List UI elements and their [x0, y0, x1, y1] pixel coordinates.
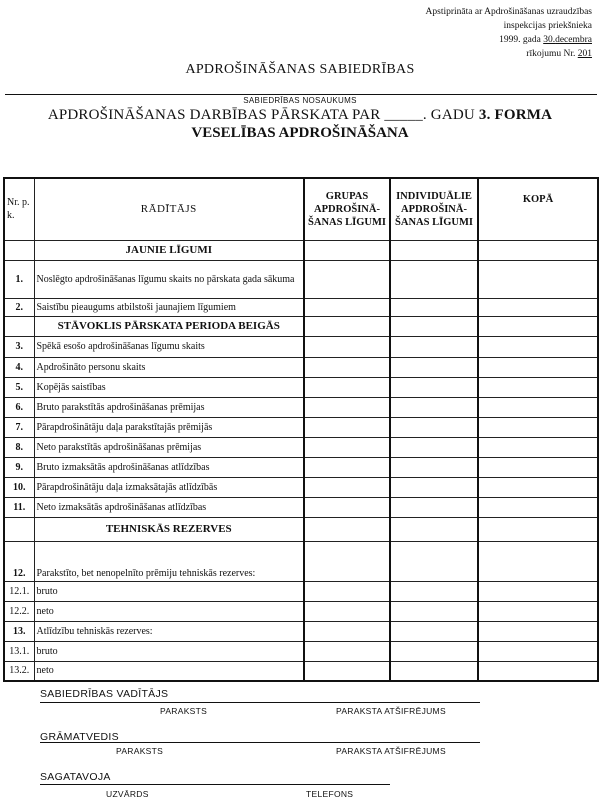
cell-total[interactable] [478, 336, 598, 357]
row-indicator: Saistību pieaugums atbilstoši jaunajiem līgumiem [34, 298, 304, 316]
row-number: 7. [4, 417, 34, 437]
table-row [4, 260, 598, 298]
cell-group[interactable] [304, 661, 390, 681]
cell-group[interactable] [304, 377, 390, 397]
prepared-surname-label: UZVĀRDS [106, 789, 149, 799]
row-number: 12. [4, 541, 34, 581]
approval-line-2: inspekcijas priekšnieka [503, 21, 592, 31]
cell-total[interactable] [478, 581, 598, 601]
table-row [4, 641, 598, 661]
accountant-decode-label: PARAKSTA ATŠIFRĒJUMS [336, 746, 446, 756]
cell-total[interactable] [478, 541, 598, 581]
cell-group[interactable] [304, 581, 390, 601]
table-row [4, 477, 598, 497]
accountant-signature-label: PARAKSTS [116, 746, 164, 756]
prepared-title: SAGATAVOJA [40, 771, 111, 783]
row-indicator: Atlīdzību tehniskās rezerves: [34, 621, 304, 641]
row-indicator: Spēkā esošo apdrošināšanas līgumu skaits [34, 336, 304, 357]
table-row [4, 497, 598, 517]
cell-group[interactable] [304, 641, 390, 661]
cell-individual[interactable] [390, 417, 478, 437]
row-indicator: Apdrošināto personu skaits [34, 357, 304, 377]
approval-month: decembra [555, 35, 592, 45]
cell-total[interactable] [478, 477, 598, 497]
cell-group[interactable] [304, 601, 390, 621]
cell-total[interactable] [478, 260, 598, 298]
row-number: 13.2. [4, 661, 34, 681]
company-name-label: SABIEDRĪBAS NOSAUKUMS [243, 96, 357, 105]
table-row [4, 541, 598, 581]
header-individual-contracts: INDIVIDUĀLIE APDROŠINĀ-ŠANAS LĪGUMI [390, 178, 478, 240]
row-indicator: Bruto izmaksātās apdrošināšanas atlīdzības [34, 457, 304, 477]
head-signature-line[interactable] [40, 702, 480, 703]
cell-individual[interactable] [390, 541, 478, 581]
header-group-contracts: GRUPAS APDROŠINĀ-ŠANAS LĪGUMI [304, 178, 390, 240]
cell-group[interactable] [304, 477, 390, 497]
cell-total[interactable] [478, 601, 598, 621]
approval-day: 30. [543, 35, 556, 45]
row-indicator: Neto izmaksātās apdrošināšanas atlīdzības [34, 497, 304, 517]
cell-individual[interactable] [390, 621, 478, 641]
row-number: 8. [4, 437, 34, 457]
cell-individual[interactable] [390, 581, 478, 601]
row-indicator: Neto parakstītās apdrošināšanas prēmijas [34, 437, 304, 457]
table-row [4, 357, 598, 377]
cell-group[interactable] [304, 260, 390, 298]
cell-group[interactable] [304, 541, 390, 581]
table-row [4, 336, 598, 357]
row-number: 12.2. [4, 601, 34, 621]
row-indicator: Noslēgto apdrošināšanas līgumu skaits no pārskata gada sākuma [34, 260, 304, 298]
table-header-row [4, 178, 598, 240]
cell-total[interactable] [478, 377, 598, 397]
cell-total[interactable] [478, 397, 598, 417]
table-row [4, 397, 598, 417]
company-name-line [5, 94, 597, 95]
cell-individual[interactable] [390, 397, 478, 417]
approval-order-number: 201 [577, 49, 592, 59]
table-row [4, 437, 598, 457]
row-indicator: Bruto parakstītās apdrošināšanas prēmijas [34, 397, 304, 417]
section-new-contracts: JAUNIE LĪGUMI [34, 240, 304, 260]
table-row [4, 377, 598, 397]
row-indicator: neto [34, 661, 304, 681]
cell-total[interactable] [478, 661, 598, 681]
row-number: 9. [4, 457, 34, 477]
table-row [4, 621, 598, 641]
table-row [4, 581, 598, 601]
cell-individual[interactable] [390, 437, 478, 457]
row-number: 11. [4, 497, 34, 517]
cell-individual[interactable] [390, 336, 478, 357]
cell-total[interactable] [478, 298, 598, 316]
cell-group[interactable] [304, 417, 390, 437]
table-row [4, 601, 598, 621]
cell-individual[interactable] [390, 457, 478, 477]
report-title [0, 107, 600, 124]
prepared-line[interactable] [40, 784, 390, 785]
table-row [4, 661, 598, 681]
approval-line-3 [392, 33, 592, 47]
head-decode-label: PARAKSTA ATŠIFRĒJUMS [336, 706, 446, 716]
row-number: 2. [4, 298, 34, 316]
row-number: 1. [4, 260, 34, 298]
cell-total[interactable] [478, 417, 598, 437]
cell-total[interactable] [478, 437, 598, 457]
cell-group[interactable] [304, 336, 390, 357]
header-indicator: RĀDĪTĀJS [34, 178, 304, 240]
cell-individual[interactable] [390, 641, 478, 661]
section-technical-reserves: TEHNISKĀS REZERVES [34, 517, 304, 541]
cell-individual[interactable] [390, 298, 478, 316]
section-period-end: STĀVOKLIS PĀRSKATA PERIODA BEIGĀS [34, 316, 304, 336]
table-row [4, 298, 598, 316]
approval-line-4 [392, 47, 592, 61]
accountant-signature-line[interactable] [40, 742, 480, 743]
row-number: 3. [4, 336, 34, 357]
cell-group[interactable] [304, 497, 390, 517]
header-total: KOPĀ [478, 178, 598, 240]
row-number: 5. [4, 377, 34, 397]
approval-line-1: Apstiprināta ar Apdrošināšanas uzraudzības [425, 7, 592, 17]
cell-total[interactable] [478, 621, 598, 641]
cell-total[interactable] [478, 497, 598, 517]
row-indicator: bruto [34, 581, 304, 601]
row-number: 13.1. [4, 641, 34, 661]
section-row [4, 517, 598, 541]
form-number: 3. FORMA [478, 107, 553, 123]
row-indicator: neto [34, 601, 304, 621]
cell-group[interactable] [304, 397, 390, 417]
company-type: APDROŠINĀŠANAS SABIEDRĪBAS [185, 62, 415, 77]
cell-group[interactable] [304, 298, 390, 316]
cell-total[interactable] [478, 357, 598, 377]
cell-individual[interactable] [390, 357, 478, 377]
cell-individual[interactable] [390, 601, 478, 621]
cell-total[interactable] [478, 641, 598, 661]
row-number: 12.1. [4, 581, 34, 601]
approval-note [392, 5, 592, 61]
row-number: 4. [4, 357, 34, 377]
cell-individual[interactable] [390, 661, 478, 681]
accountant-title: GRĀMATVEDIS [40, 731, 119, 743]
cell-total[interactable] [478, 457, 598, 477]
row-number: 13. [4, 621, 34, 641]
table-row [4, 457, 598, 477]
row-indicator: Kopējās saistības [34, 377, 304, 397]
approval-order-label: rīkojumu Nr. [526, 49, 576, 59]
cell-group[interactable] [304, 621, 390, 641]
report-subtitle: VESELĪBAS APDROŠINĀŠANA [191, 125, 409, 141]
approval-year: 1999. gada [499, 35, 541, 45]
row-indicator: Parakstīto, bet nenopelnīto prēmiju tehniskās rezerves: [34, 541, 304, 581]
row-indicator: bruto [34, 641, 304, 661]
head-title: SABIEDRĪBAS VADĪTĀJS [40, 688, 169, 700]
cell-group[interactable] [304, 357, 390, 377]
cell-individual[interactable] [390, 497, 478, 517]
report-title-text: APDROŠINĀŠANAS DARBĪBAS PĀRSKATA PAR _____. GADU [47, 107, 475, 123]
row-indicator: Pārapdrošinātāju daļa parakstītajās prēmijās [34, 417, 304, 437]
section-row [4, 316, 598, 336]
header-nr: Nr. p. k. [4, 178, 34, 240]
row-number: 10. [4, 477, 34, 497]
section-row [4, 240, 598, 260]
cell-individual[interactable] [390, 377, 478, 397]
cell-group[interactable] [304, 437, 390, 457]
cell-group[interactable] [304, 457, 390, 477]
report-table [3, 177, 599, 682]
row-indicator: Pārapdrošinātāju daļa izmaksātajās atlīdzībās [34, 477, 304, 497]
table-row [4, 417, 598, 437]
prepared-phone-label: TELEFONS [306, 789, 354, 799]
row-number: 6. [4, 397, 34, 417]
head-signature-label: PARAKSTS [160, 706, 208, 716]
cell-individual[interactable] [390, 477, 478, 497]
cell-individual[interactable] [390, 260, 478, 298]
